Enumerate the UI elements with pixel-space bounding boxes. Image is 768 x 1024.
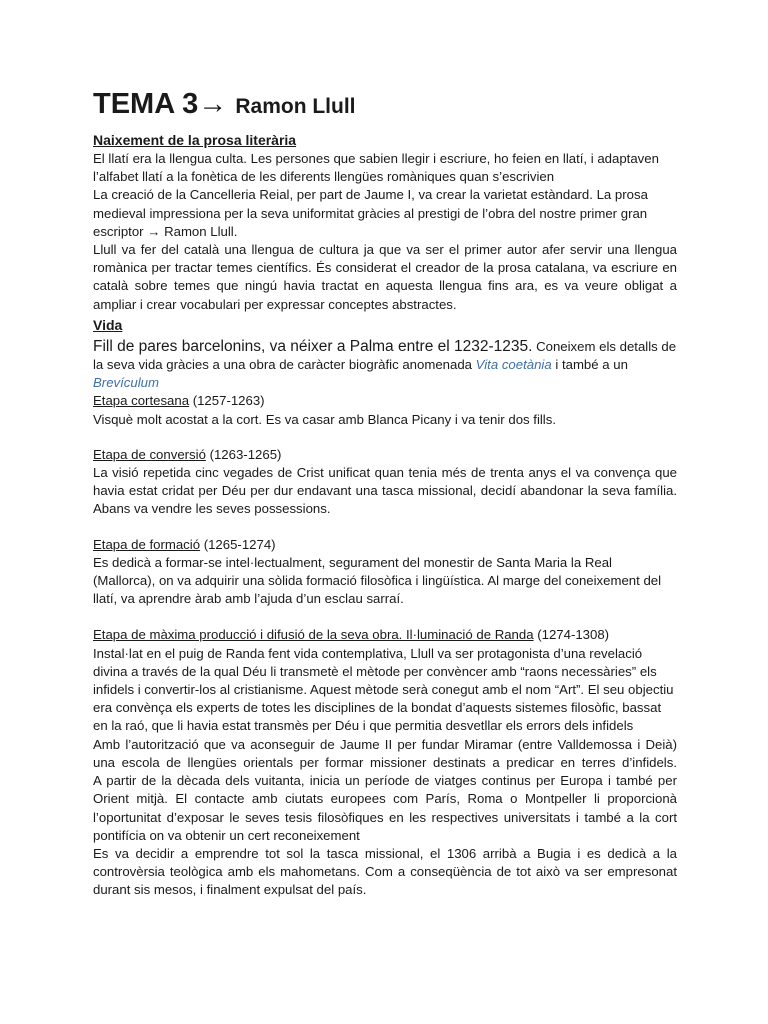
etapa-name: Etapa de màxima producció i difusió de la seva obra. Il·luminació de Randa (93, 627, 534, 643)
etapa-produccio-text-bugia: Es va decidir a emprendre tot sol la tasca missional, el 1306 arribà a Bugia i es dedicà a la controvèrsia teològica amb els mahometans. Com a conseqüència de tot això va ser empresonat durant sis mesos, i finalment expulsat del país. (93, 845, 677, 898)
etapa-years: (1274-1308) (533, 627, 610, 643)
vida-intro-mid: i també a un (551, 357, 628, 373)
etapa-conversio-text: La visió repetida cinc vegades de Crist unificat quan tenia més de trenta anys el va convença que havia estat cridat per Déu per dur endavant una tasca missional, decidí abandonar la seva família. Abans va vendre les seves possessions. (93, 465, 677, 517)
etapa-produccio-text-miramar: Amb l’autorització que va aconseguir de Jaume II per fundar Miramar (entre Valldemossa i Deià) una escola de llengües orientals per formar missioner destinats a predicar en terres d’infidels. A partir de la dècada dels vuitanta, inicia un període de viatges continus per Europa i també per Orient mitjà. El contacte amb ciutats europees com París, Roma o Montpeller li proporcionà l’oportunitat d’exposar le seves tesis filosòfiques en les respectives universitats i també a la cort pontifícia on va obtenir un cert reconeixement (93, 736, 714, 843)
title-subject: Ramon Llull (235, 95, 356, 118)
etapa-produccio-text-randa: Instal·lat en el puig de Randa fent vida contemplativa, Llull va ser protagonista d’una revelació divina a través de la qual Déu li transmetè el mètode per convèncer amb “raons necessàries” els infidels i convertir-los al cristianisme. Aquest mètode serà conegut amb el nom “Art”. El seu objectiu era convènça els experts de totes les disciplines de la bondat d’aquests sistemes filosòfic, bassat en la raó, que li havia estat transmès per Déu i que permitia desvetllar els errors dels infidels (93, 645, 674, 734)
paragraph-llull-catala: Llull va fer del català una llengua de cultura ja que va ser el primer autor afer servir una llengua romànica per tractar temes científics. És considerat el creador de la prosa catalana, va escriure en català sobre temes que ningú havia tractat en aquesta llengua fins ara, es va veure obligat a ampliar i crear vocabulari per expressar conceptes abstractes. (93, 242, 677, 312)
paragraph-vida-intro (93, 338, 677, 393)
etapa-years: (1265-1274) (200, 536, 276, 552)
etapa-conversio-heading (93, 446, 677, 464)
etapa-name: Etapa cortesana (93, 393, 190, 409)
etapa-years: (1263-1265) (205, 446, 282, 462)
etapa-name: Etapa de conversió (93, 446, 206, 462)
paragraph-llati: El llatí era la llengua culta. Les persones que sabien llegir i escriure, ho feien en llatí, i adaptaven l’alfabet llatí a la fonètica de les diferents llengües romàniques quan s’escrivien (93, 151, 659, 185)
etapa-cortesana-text: Visquè molt acostat a la cort. Es va casar amb Blanca Picany i va tenir dos fills. (93, 411, 556, 427)
title-main: TEMA 3→ (93, 88, 228, 120)
page-title (93, 86, 677, 125)
etapa-formacio-heading (93, 536, 677, 554)
section-heading-vida: Vida (93, 316, 123, 333)
vita-coetania-link[interactable]: Vita coetània (475, 357, 552, 373)
etapa-cortesana-heading (93, 392, 677, 410)
paragraph-cancelleria: La creació de la Cancelleria Reial, per part de Jaume I, va crear la varietat estàndard. La prosa medieval impressiona per la seva uniformitat gràcies al prestigi de l’obra del nostre primer gran escriptor → Ramon Llull. (93, 187, 648, 239)
section-heading-naixement: Naixement de la prosa literària (93, 132, 297, 148)
etapa-produccio-heading (93, 626, 677, 644)
etapa-formacio-text: Es dedicà a formar-se intel·lectualment, segurament del monestir de Santa Maria la Real (Mallorca), on va adquirir una sòlida formació filosòfica i lingüística. Al marge del coneixement del llatí, va aprendre àrab amb l’ajuda d’un esclau sarraí. (93, 554, 662, 607)
vida-intro-lead: Fill de pares barcelonins, va néixer a Palma entre el 1232-1235. (93, 337, 533, 355)
etapa-years: (1257-1263) (189, 393, 265, 409)
document-content (93, 86, 714, 900)
breviculum-link[interactable]: Brevículum (93, 375, 159, 391)
vida-intro-text: Coneixem els detalls de la seva vida gràcies a una obra de caràcter biogràfic anomenada (93, 338, 677, 373)
etapa-name: Etapa de formació (93, 536, 201, 552)
